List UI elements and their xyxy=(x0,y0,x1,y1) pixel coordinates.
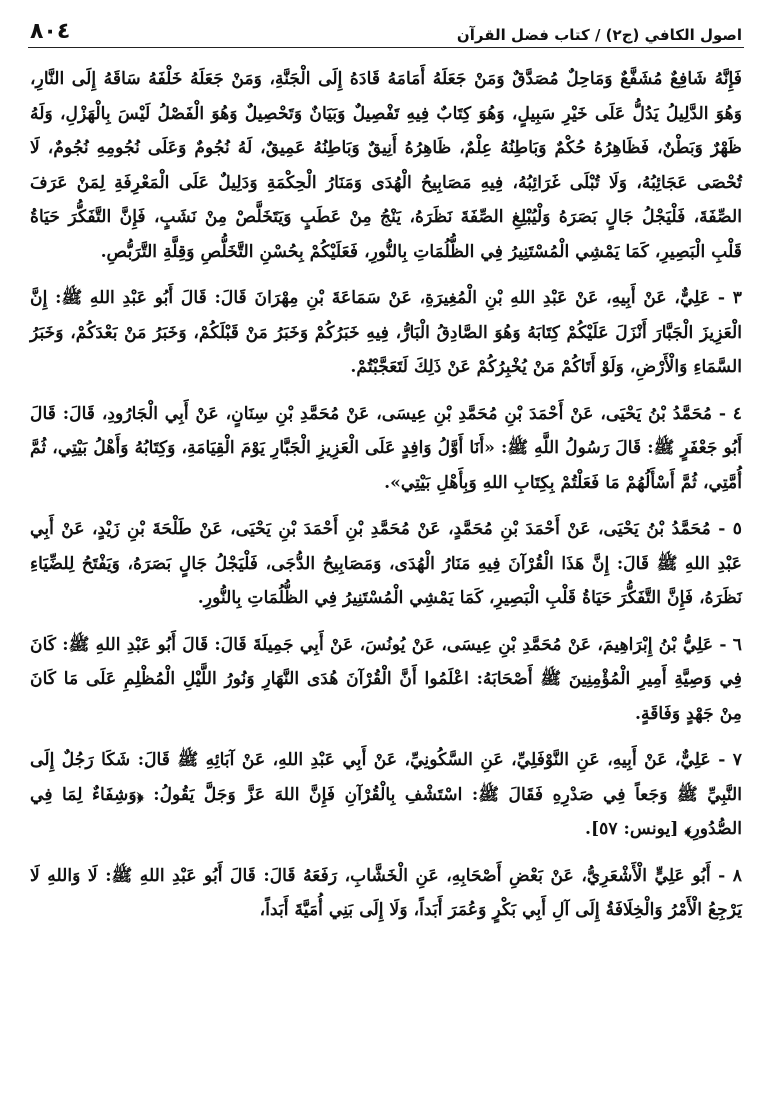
hadith-8: ٨ - أَبُو عَلِيٍّ الْأَشْعَرِيُّ، عَنْ بَعْضِ أَصْحَابِهِ، عَنِ الْخَشَّابِ، رَفَعَهُ قَالَ: قَالَ أَبُو عَبْدِ اللهِ ﷺ: لَا وَاللهِ لَا يَرْجِعُ الْأَمْرُ وَالْخِلَافَةُ إِلَى آلِ أَبِي بَكْرٍ وَعُمَرَ أَبَداً، وَلَا إِلَى بَنِي أُمَيَّةَ أَبَداً، xyxy=(30,865,742,920)
hadith-4: ٤ - مُحَمَّدُ بْنُ يَحْيَى، عَنْ أَحْمَدَ بْنِ مُحَمَّدِ بْنِ عِيسَى، عَنْ مُحَمَّدِ بْنِ سِنَانٍ، عَنْ أَبِي الْجَارُودِ، قَالَ: قَالَ أَبُو جَعْفَرٍ ﷺ: قَالَ رَسُولُ اللَّهِ ﷺ: «أَنَا أَوَّلُ وَافِدٍ عَلَى الْعَزِيزِ الْجَبَّارِ يَوْمَ الْقِيَامَةِ، وَكِتَابُهُ وَأَهْلُ بَيْتِي، ثُمَّ أُمَّتِي، ثُمَّ أَسْأَلُهُمْ مَا فَعَلْتُمْ بِكِتَابِ اللهِ وَبِأَهْلِ بَيْتِي». xyxy=(30,403,742,493)
page-header xyxy=(28,14,744,48)
paragraph-continuation: فَإِنَّهُ شَافِعٌ مُشَفَّعٌ وَمَاحِلٌ مُصَدَّقٌ وَمَنْ جَعَلَهُ أَمَامَهُ قَادَهُ إِلَى الْجَنَّةِ، وَمَنْ جَعَلَهُ خَلْفَهُ سَاقَهُ إِلَى النَّارِ، وَهُوَ الدَّلِيلُ يَدُلُّ عَلَى خَيْرِ سَبِيلٍ، وَهُوَ كِتَابٌ فِيهِ تَفْصِيلٌ وَبَيَانٌ وَتَحْصِيلٌ وَهُوَ الْفَصْلُ لَيْسَ بِالْهَزْلِ، وَلَهُ ظَهْرٌ وَبَطْنٌ، فَظَاهِرُهُ حُكْمٌ وَبَاطِنُهُ عِلْمٌ، ظَاهِرُهُ أَنِيقٌ وَبَاطِنُهُ عَمِيقٌ، لَهُ نُجُومٌ وَعَلَى نُجُومِهِ نُجُومٌ، لَا تُحْصَى عَجَائِبُهُ، وَلَا تُبْلَى غَرَائِبُهُ، فِيهِ مَصَابِيحُ الْهُدَى وَمَنَارُ الْحِكْمَةِ وَدَلِيلٌ عَلَى الْمَعْرِفَةِ لِمَنْ عَرَفَ الصِّفَةَ، فَلْيَجْلُ جَالٍ بَصَرَهُ وَلْيُبْلِغِ الصِّفَةَ نَظَرَهُ، يَنْجُ مِنْ عَطَبٍ وَيَتَخَلَّصْ مِنْ نَشَبٍ، فَإِنَّ التَّفَكُّرَ حَيَاةُ قَلْبِ الْبَصِيرِ، كَمَا يَمْشِي الْمُسْتَنِيرُ فِي الظُّلُمَاتِ بِالنُّورِ، فَعَلَيْكُمْ بِحُسْنِ التَّخَلُّصِ وَقِلَّةِ التَّرَبُّصِ. xyxy=(30,69,742,262)
page-number: ٨٠٤ xyxy=(30,19,71,44)
hadith-6: ٦ - عَلِيُّ بْنُ إِبْرَاهِيمَ، عَنْ مُحَمَّدِ بْنِ عِيسَى، عَنْ يُونُسَ، عَنْ أَبِي جَمِيلَةَ قَالَ: قَالَ أَبُو عَبْدِ اللهِ ﷺ: كَانَ فِي وَصِيَّةِ أَمِيرِ الْمُؤْمِنِينَ ﷺ أَصْحَابَهُ: اعْلَمُوا أَنَّ الْقُرْآنَ هُدَى النَّهَارِ وَنُورُ اللَّيْلِ الْمُظْلِمِ عَلَى مَا كَانَ مِنْ جَهْدٍ وَفَاقَةٍ. xyxy=(30,634,742,724)
hadith-5: ٥ - مُحَمَّدُ بْنُ يَحْيَى، عَنْ أَحْمَدَ بْنِ مُحَمَّدٍ، عَنْ مُحَمَّدِ بْنِ أَحْمَدَ بْنِ يَحْيَى، عَنْ طَلْحَةَ بْنِ زَيْدٍ، عَنْ أَبِي عَبْدِ اللهِ ﷺ قَالَ: إِنَّ هَذَا الْقُرْآنَ فِيهِ مَنَارُ الْهُدَى، وَمَصَابِيحُ الدُّجَى، فَلْيَجْلُ جَالٍ بَصَرَهُ، وَيَفْتَحُ لِلضِّيَاءِ نَظَرَهُ، فَإِنَّ التَّفَكُّرَ حَيَاةُ قَلْبِ الْبَصِيرِ، كَمَا يَمْشِي الْمُسْتَنِيرُ فِي الظُّلُمَاتِ بِالنُّورِ. xyxy=(30,519,742,608)
book-page xyxy=(28,14,744,1109)
page-body xyxy=(28,62,744,928)
hadith-3: ٣ - عَلِيٌّ، عَنْ أَبِيهِ، عَنْ عَبْدِ اللهِ بْنِ الْمُغِيرَةِ، عَنْ سَمَاعَةَ بْنِ مِهْرَانَ قَالَ: قَالَ أَبُو عَبْدِ اللهِ ﷺ: إِنَّ الْعَزِيزَ الْجَبَّارَ أَنْزَلَ عَلَيْكُمْ كِتَابَهُ وَهُوَ الصَّادِقُ الْبَارُّ، فِيهِ خَبَرُكُمْ وَخَبَرُ مَنْ قَبْلَكُمْ، وَخَبَرُ مَنْ بَعْدَكُمْ، وَخَبَرُ السَّمَاءِ وَالْأَرْضِ، وَلَوْ أَتَاكُمْ مَنْ يُخْبِرُكُمْ عَنْ ذَلِكَ لَتَعَجَّبْتُمْ. xyxy=(30,288,742,377)
hadith-7: ٧ - عَلِيٌّ، عَنْ أَبِيهِ، عَنِ النَّوْفَلِيِّ، عَنِ السَّكُونِيِّ، عَنْ أَبِي عَبْدِ اللهِ، عَنْ آبَائِهِ ﷺ قَالَ: شَكَا رَجُلٌ إِلَى النَّبِيِّ ﷺ وَجَعاً فِي صَدْرِهِ فَقَالَ ﷺ: اسْتَشْفِ بِالْقُرْآنِ فَإِنَّ اللهَ عَزَّ وَجَلَّ يَقُولُ: ﴿وَشِفَاءٌ لِمَا فِي الصُّدُورِ﴾ [يونس: ٥٧]. xyxy=(30,750,742,839)
running-title: اصول الكافي (ج٢) / كتاب فضل القرآن xyxy=(456,26,742,44)
